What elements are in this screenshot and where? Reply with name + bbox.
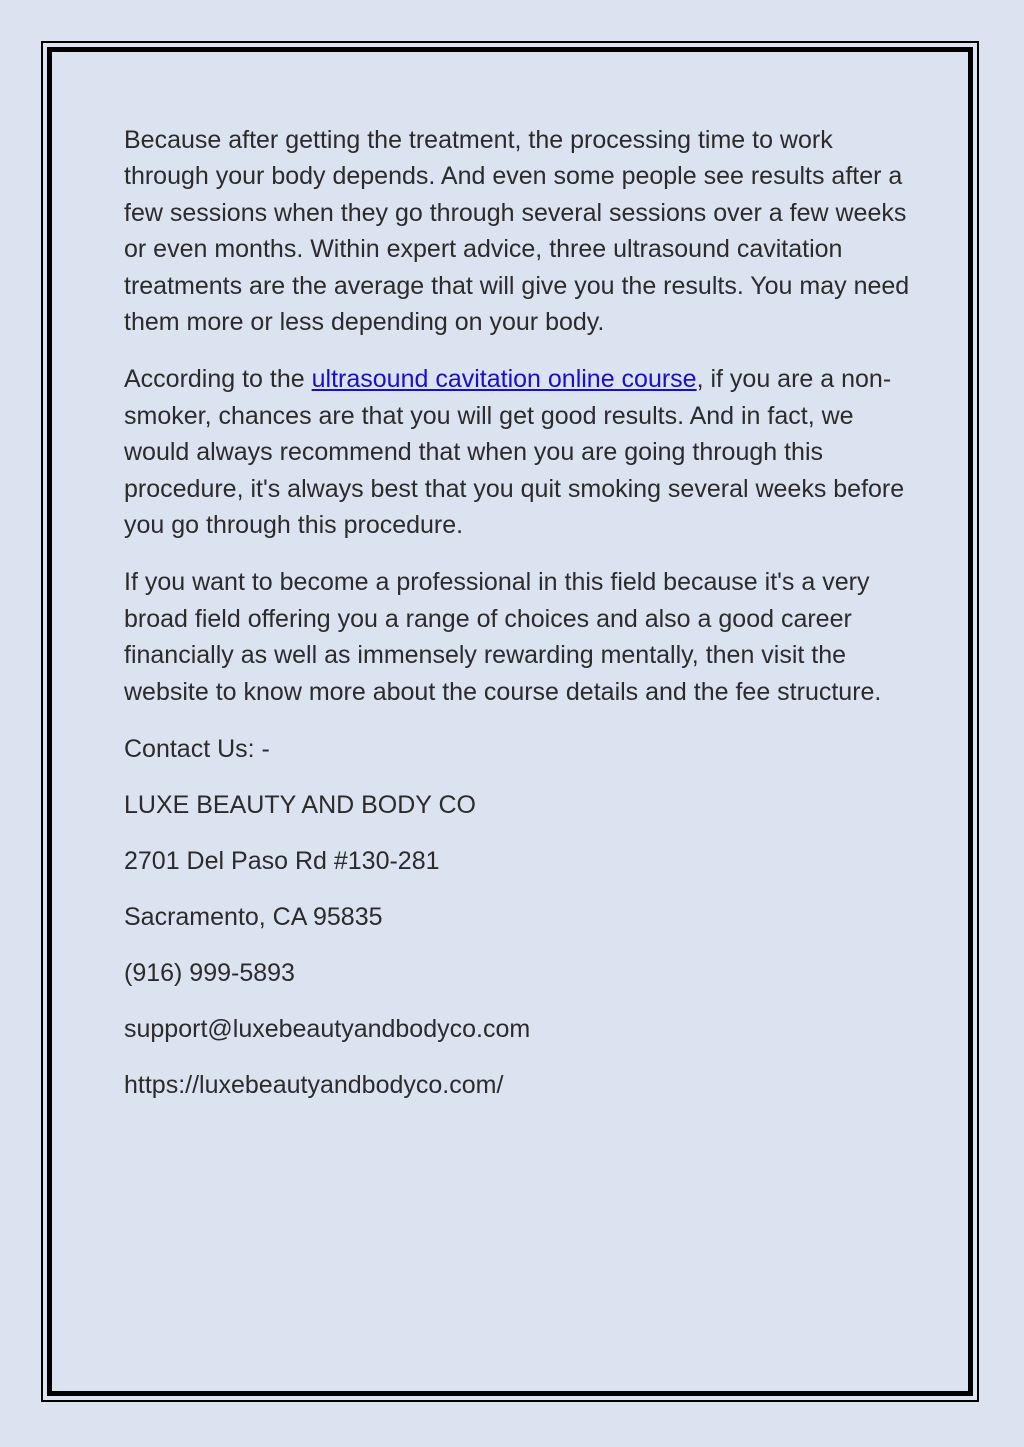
paragraph-online-course-lead: According to the xyxy=(124,365,312,394)
paragraph-treatment-time: Because after getting the treatment, the processing time to work through your body depends. And even some people see results after a few sessions when they go through several sessions over a few weeks or even months. Within expert advice, three ultrasound cavitation treatments are the average that will give you the results. You may need them more or less depending on your body. xyxy=(124,126,910,337)
paragraph-career: If you want to become a professional in this field because it's a very broad field offering you a range of choices and also a good career financially as well as immensely rewarding mentally, then visit the website to know more about the course details and the fee structure. xyxy=(124,568,882,706)
paragraph-online-course xyxy=(124,361,914,543)
document-body xyxy=(124,122,914,1123)
contact-phone: (916) 999-5893 xyxy=(124,959,295,988)
contact-website: https://luxebeautyandbodyco.com/ xyxy=(124,1071,504,1100)
contact-address-line2: Sacramento, CA 95835 xyxy=(124,903,383,932)
contact-company: LUXE BEAUTY AND BODY CO xyxy=(124,791,476,820)
ultrasound-course-link[interactable]: ultrasound cavitation online course xyxy=(311,365,697,394)
contact-address-line1: 2701 Del Paso Rd #130-281 xyxy=(124,847,440,876)
contact-email: support@luxebeautyandbodyco.com xyxy=(124,1015,531,1044)
paragraph-online-course-rest: , if you are a non-smoker, chances are that you will get good results. And in fact, we would always recommend that when you are going through this procedure, it's always best that you quit smoking several weeks before you go through this procedure. xyxy=(124,365,905,540)
contact-heading: Contact Us: - xyxy=(124,735,270,764)
